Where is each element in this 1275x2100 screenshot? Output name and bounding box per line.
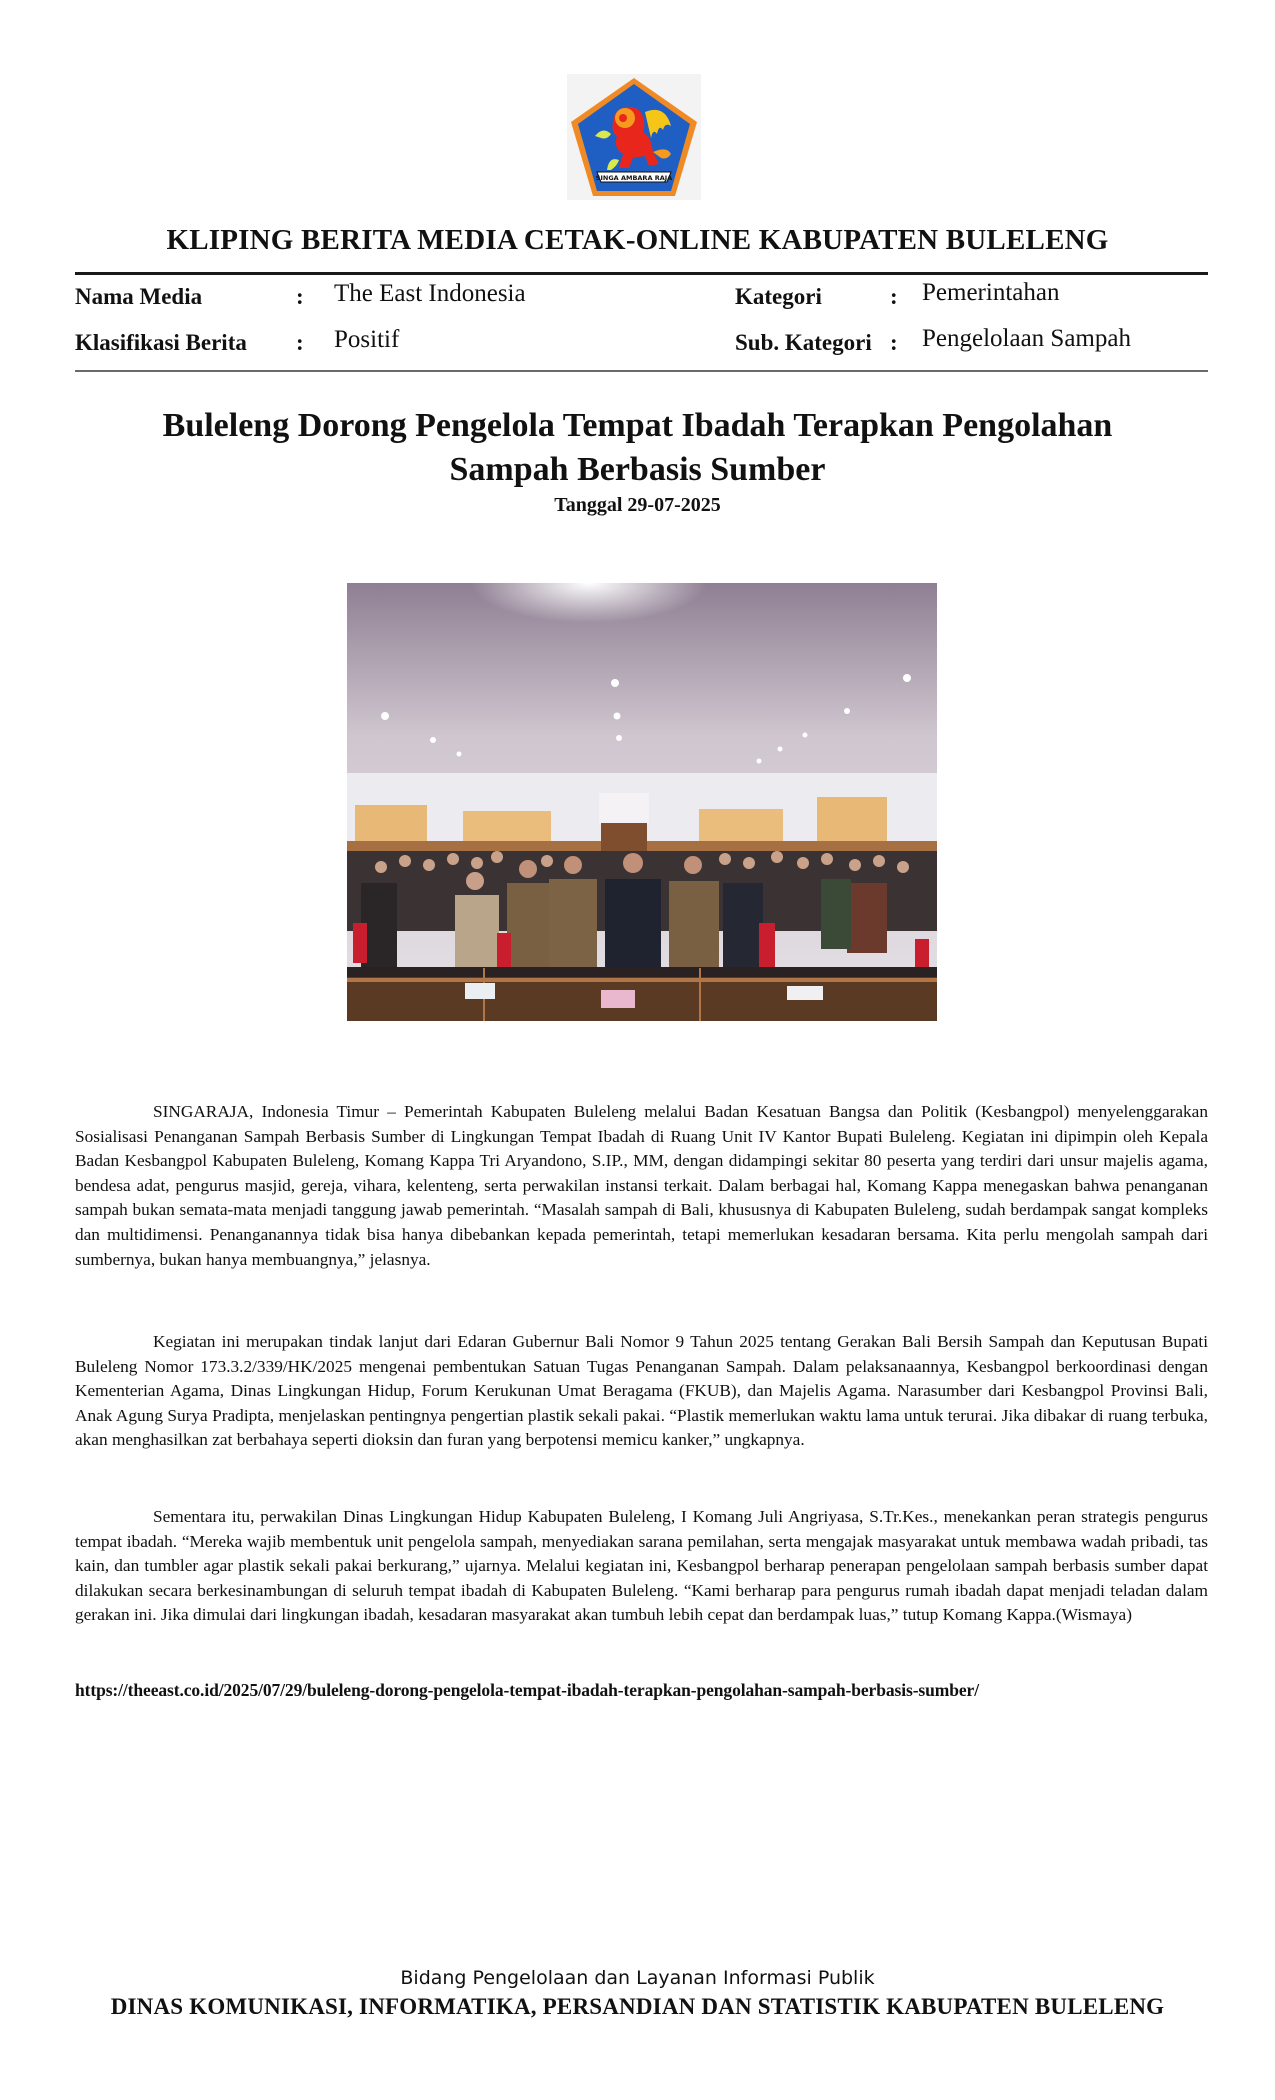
kategori-colon: : — [890, 284, 898, 309]
paragraph-text: Kegiatan ini merupakan tindak lanjut dari Edaran Gubernur Bali Nomor 9 Tahun 2025 tentang Gerakan Bali Bersih Sampah dan Keputusan Bupati Buleleng Nomor 173.3.2/339/HK/2025 mengenai pembentukan Satuan Tugas Penanganan Sampah. Dalam pelaksanaannya, Kesbangpol berkoordinasi dengan Kementerian Agama, Dinas Lingkungan Hidup, Forum Kerukunan Umat Beragama (FKUB), dan Majelis Agama. Narasumber dari Kesbangpol Provinsi Bali, Anak Agung Surya Pradipta, menjelaskan pentingnya pengertian plastik sekali pakai. “Plastik memerlukan waktu lama untuk terurai. Jika dibakar di ruang terbuka, akan menghasilkan zat berbahaya seperti dioksin dan furan yang berpotensi memicu kanker,” ungkapnya. — [75, 1332, 1208, 1450]
clipping-title: KLIPING BERITA MEDIA CETAK-ONLINE KABUPATEN BULELENG — [166, 224, 1109, 256]
sub-kategori-value: Pengelolaan Sampah — [922, 325, 1131, 352]
kategori-value: Pemerintahan — [922, 279, 1060, 306]
singa-ambara-raja-icon — [567, 74, 701, 200]
footer-agency: DINAS KOMUNIKASI, INFORMATIKA, PERSANDIAN DAN STATISTIK KABUPATEN BULELENG — [110, 1994, 1165, 2019]
footer-division: Bidang Pengelolaan dan Layanan Informasi Publik — [400, 1967, 875, 1989]
nama-media-value: The East Indonesia — [334, 280, 526, 307]
klasifikasi-berita-value: Positif — [334, 326, 400, 353]
article-photo — [347, 583, 937, 1021]
article-paragraph-2 — [75, 1330, 1208, 1453]
emblem-motto: SINGA AMBARA RAJA — [595, 174, 673, 182]
article-headline — [0, 404, 1275, 492]
article-paragraph-3 — [75, 1505, 1208, 1628]
nama-media-label: Nama Media — [75, 284, 203, 309]
header-divider-top — [75, 272, 1208, 275]
klasifikasi-berita-colon: : — [296, 330, 304, 355]
buleleng-regency-emblem — [567, 74, 701, 200]
paragraph-text: SINGARAJA, Indonesia Timur – Pemerintah Kabupaten Buleleng melalui Badan Kesatuan Bangsa dan Politik (Kesbangpol) menyelenggarakan Sosialisasi Penanganan Sampah Berbasis Sumber di Lingkungan Tempat Ibadah di Ruang Unit IV Kantor Bupati Buleleng. Kegiatan ini dipimpin oleh Kepala Badan Kesbangpol Kabupaten Buleleng, Komang Kappa Tri Aryandono, S.IP., MM, dengan didampingi sekitar 80 peserta yang terdiri dari unsur majelis agama, bendesa adat, pengurus masjid, gereja, vihara, kelenteng, serta perwakilan instansi terkait. Dalam berbagai hal, Komang Kappa menegaskan bahwa penanganan sampah bukan semata-mata menjadi tanggung jawab pemerintah. “Masalah sampah di Bali, khususnya di Kabupaten Buleleng, sudah berdampak sangat kompleks dan multidimensi. Penanganannya tidak bisa hanya dibebankan kepada pemerintah, tetapi memerlukan kesadaran bersama. Kita perlu mengolah sampah dari sumbernya, bukan hanya membuangnya,” jelasnya. — [75, 1102, 1208, 1269]
klasifikasi-berita-label: Klasifikasi Berita — [75, 330, 247, 355]
headline-line-1: Buleleng Dorong Pengelola Tempat Ibadah Terapkan Pengolahan — [162, 407, 1113, 444]
header-divider-bottom — [75, 370, 1208, 372]
article-paragraph-1 — [75, 1100, 1208, 1272]
group-photo-icon — [347, 583, 937, 1021]
paragraph-text: Sementara itu, perwakilan Dinas Lingkungan Hidup Kabupaten Buleleng, I Komang Juli Angriyasa, S.Tr.Kes., menekankan peran strategis pengurus tempat ibadah. “Mereka wajib membentuk unit pengelola sampah, menyediakan sarana pemilahan, serta mengajak masyarakat untuk membawa wadah pribadi, tas kain, dan tumbler agar plastik sekali pakai berkurang,” ujarnya. Melalui kegiatan ini, Kesbangpol berharap penerapan pengelolaan sampah berbasis sumber dapat dilakukan secara berkesinambungan di seluruh tempat ibadah di Kabupaten Buleleng. “Kami berharap para pengurus rumah ibadah dapat menjadi teladan dalam gerakan ini. Jika dimulai dari lingkungan ibadah, kesadaran masyarakat akan tumbuh lebih cepat dan berdampak luas,” tutup Komang Kappa.(Wismaya) — [75, 1507, 1208, 1625]
sub-kategori-colon: : — [890, 330, 898, 355]
kategori-label: Kategori — [735, 284, 822, 309]
headline-line-2: Sampah Berbasis Sumber — [449, 451, 826, 488]
article-date: Tanggal 29-07-2025 — [554, 494, 721, 516]
sub-kategori-label: Sub. Kategori — [735, 330, 872, 355]
source-url-link[interactable]: https://theeast.co.id/2025/07/29/buleleng-dorong-pengelola-tempat-ibadah-terapkan-pengolahan-sampah-berbasis-sumber/ — [75, 1680, 979, 1700]
nama-media-colon: : — [296, 284, 304, 309]
